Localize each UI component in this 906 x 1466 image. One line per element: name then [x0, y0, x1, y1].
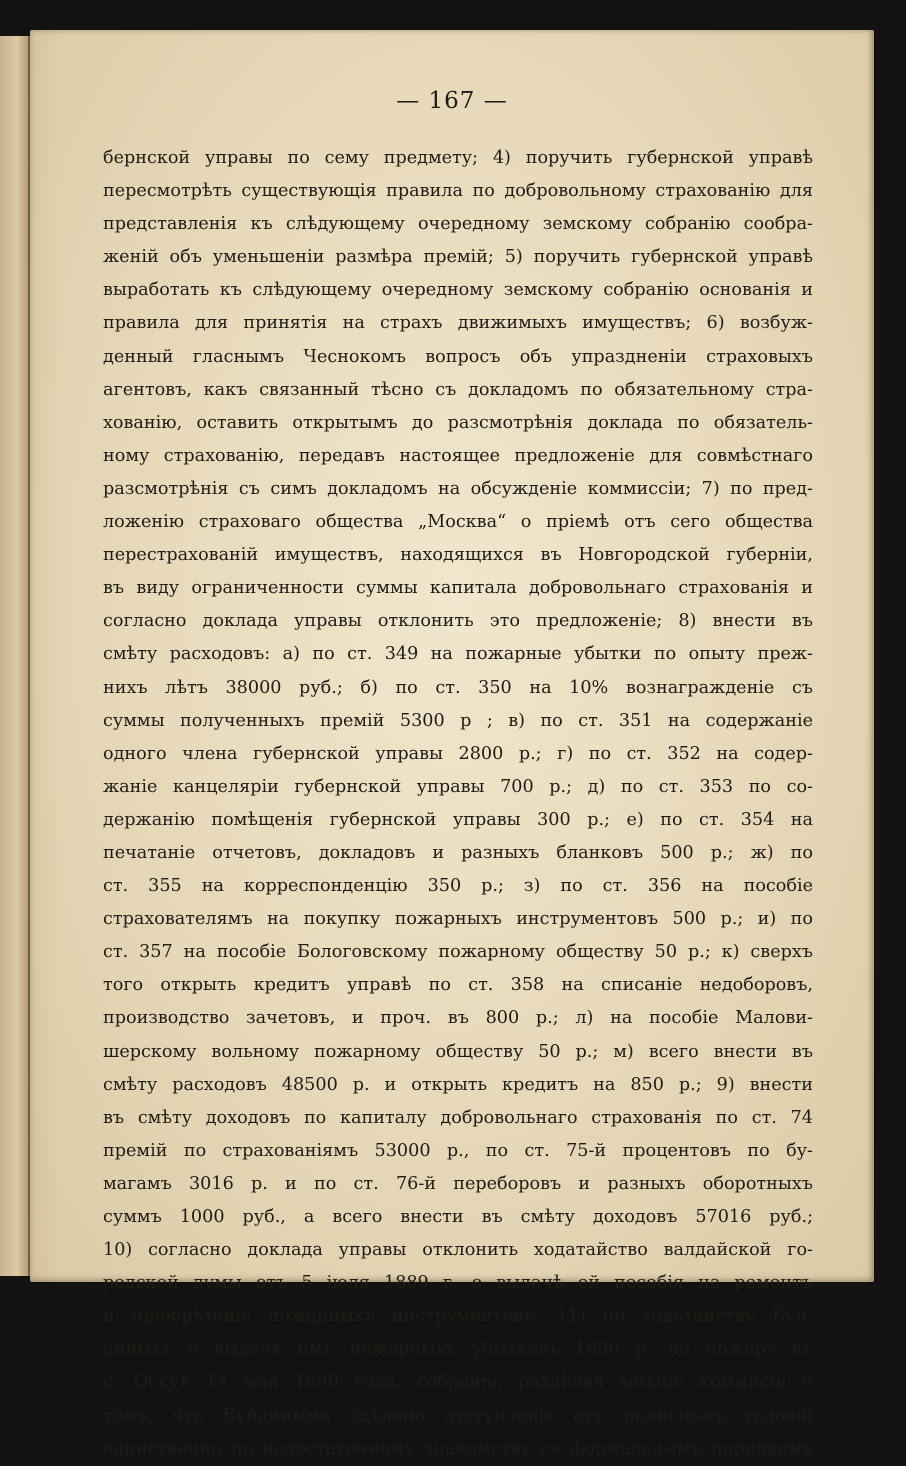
text-line: с. Оскуѣ 14 мая 1890 года, собраніе, раздѣляя мнѣніе коммисіи о [103, 1372, 813, 1393]
text-line: 10) согласно доклада управы отклонить ходатайство валдайской го- [103, 1240, 813, 1261]
text-line: согласно доклада управы отклонить это предложеніе; 8) внести въ [103, 611, 813, 632]
text-line: ст. 357 на пособіе Бологовскому пожарному обществу 50 р.; к) сверхъ [103, 942, 813, 963]
text-line: нихъ лѣтъ 38000 руб.; б) по ст. 350 на 10% вознагражденіе съ [103, 677, 813, 698]
text-line: страхователямъ на покупку пожарныхъ инструментовъ 500 р.; и) по [103, 909, 813, 930]
page-number: — 167 — [396, 88, 508, 114]
text-line: ложенію страховаго общества „Москва“ о пріемѣ отъ сего общества [103, 512, 813, 533]
text-line: ному страхованію, передавъ настоящее предложеніе для совмѣстнаго [103, 445, 813, 466]
text-line: въ смѣту доходовъ по капиталу добровольнаго страхованія по ст. 74 [103, 1107, 813, 1128]
text-line: родской думы отъ 5 іюля 1889 г. о выдачѣ ей пособія на ремонтъ [103, 1273, 813, 1294]
text-line: въ виду ограниченности суммы капитала добровольнаго страхованія и [103, 578, 813, 599]
text-line: пересмотрѣть существующія правила по добровольному страхованію для [103, 181, 813, 202]
text-line: магамъ 3016 р. и по ст. 76-й переборовъ и разныхъ оборотныхъ [103, 1173, 813, 1194]
text-line: агентовъ, какъ связанный тѣсно съ докладомъ по обязательному стра- [103, 379, 813, 400]
text-line: суммъ 1000 руб., а всего внести въ смѣту доходовъ 57016 руб.; [103, 1207, 813, 1227]
text-line: разсмотрѣнія съ симъ докладомъ на обсужденіе коммиссіи; 7) по пред- [103, 478, 813, 499]
text-line: ст. 355 на корреспонденцію 350 р.; з) по ст. 356 на пособіе [103, 876, 813, 897]
text-line: суммы полученныхъ премій 5300 р ; в) по ст. 351 на содержаніе [103, 710, 813, 731]
text-line: одного члена губернской управы 2800 р.; г) по ст. 352 на содер- [103, 743, 813, 764]
text-line: диныхъ о выдачѣ имъ пожарныхъ убытковъ 1890 р. по пожару въ [103, 1339, 813, 1360]
previous-page-edge [0, 36, 30, 1276]
text-line: премій по страхованіямъ 53000 р., по ст. 75-й процентовъ по бу- [103, 1140, 813, 1161]
text-line: бернской управы по сему предмету; 4) поручить губернской управѣ [103, 148, 813, 168]
text-line: того открыть кредитъ управѣ по ст. 358 на списаніе недоборовъ, [103, 975, 813, 996]
text-line: держанію помѣщенія губернской управы 300 р.; е) по ст. 354 на [103, 809, 813, 830]
text-line: выработать къ слѣдующему очередному земскому собранію основанія и [103, 280, 813, 301]
text-line: хованію, оставить открытымъ до разсмотрѣнія доклада по обязатель- [103, 412, 813, 433]
text-line: жаніе канцеляріи губернской управы 700 р.; д) по ст. 353 по со- [103, 776, 813, 797]
text-line: смѣту расходовъ 48500 р. и открыть кредитъ на 850 р.; 9) внести [103, 1074, 813, 1095]
text-line: перестрахованій имуществъ, находящихся въ Новгородской губерніи, [103, 545, 813, 566]
text-line: единственно по недостаточному знакомству съ формальнымъ порядкомъ [103, 1438, 813, 1459]
text-line: и пріобрѣтеніе пожарныхъ инструментовъ; 11) по ходатайству Буй- [103, 1306, 813, 1327]
text-line: шерскому вольному пожарному обществу 50 р.; м) всего внести въ [103, 1041, 813, 1062]
text-line: правила для принятія на страхъ движимыхъ имуществъ; 6) возбуж- [103, 313, 813, 334]
text-line: смѣту расходовъ: а) по ст. 349 на пожарные убытки по опыту преж- [103, 644, 813, 665]
text-line: томъ, что Буйдиными сдѣлано отступленіе отъ полисныхъ условій [103, 1405, 813, 1426]
text-line: представленія къ слѣдующему очередному земскому собранію сообра- [103, 214, 813, 235]
text-line: женій объ уменьшеніи размѣра премій; 5) поручить губернской управѣ [103, 247, 813, 268]
book-page [30, 30, 874, 1459]
body-text [103, 142, 813, 1466]
text-line: производство зачетовъ, и проч. въ 800 р.; л) на пособіе Малови- [103, 1008, 813, 1029]
text-line: печатаніе отчетовъ, докладовъ и разныхъ бланковъ 500 р.; ж) по [103, 842, 813, 863]
text-line: денный гласнымъ Чеснокомъ вопросъ объ упраздненіи страховыхъ [103, 346, 813, 367]
